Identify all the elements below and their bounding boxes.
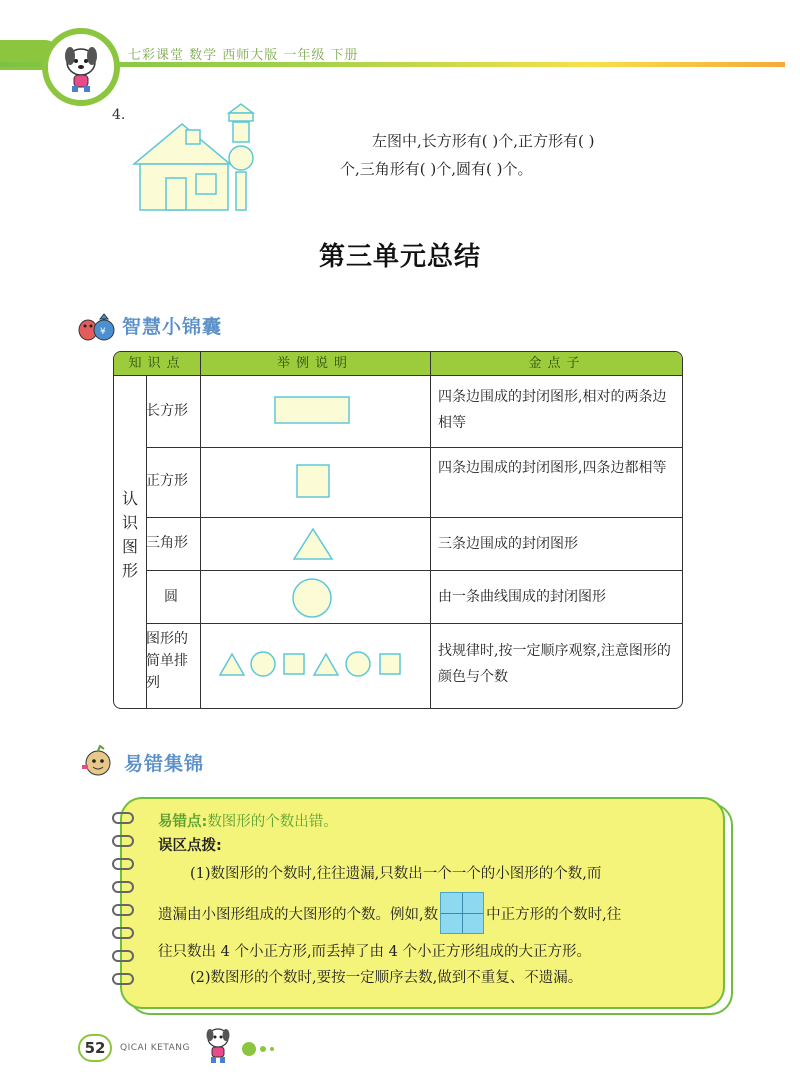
- tip-paragraph-2: (2)数图形的个数时,要按一定顺序去数,做到不重复、不遗漏。: [190, 970, 583, 986]
- table-divider: [146, 517, 683, 518]
- misconception-tip-label: 误区点拨:: [158, 838, 222, 854]
- error-point-line: [158, 810, 338, 831]
- error-point-label: 易错点:: [158, 814, 208, 830]
- row-name-triangle: 三角形: [146, 535, 188, 551]
- pattern-circle: [346, 652, 370, 676]
- problem-line-2: 个,三角形有( )个,圆有( )个。: [340, 160, 533, 178]
- grid-line: [441, 913, 483, 914]
- pattern-triangle: [314, 654, 338, 675]
- footer-dot: [242, 1042, 256, 1056]
- circle-shape: [291, 577, 335, 621]
- cartoon-dog-icon: [48, 34, 114, 100]
- section-common-mistakes: [78, 745, 204, 779]
- notebook-ring: [112, 950, 134, 962]
- section-title: 智慧小锦囊: [122, 315, 223, 338]
- shape-pattern-sequence: [218, 649, 414, 679]
- knowledge-table: [113, 351, 683, 709]
- row-tip-triangle: 三条边围成的封闭图形: [438, 536, 578, 552]
- table-divider: [200, 352, 201, 709]
- footer-dot: [260, 1046, 266, 1052]
- header-mascot-badge: [42, 28, 120, 106]
- house-shapes-figure: [132, 100, 262, 215]
- table-header-cell: 金点子: [528, 356, 586, 371]
- row-tip-rectangle: 四条边围成的封闭图形,相对的两条边相等: [438, 389, 667, 431]
- tip-paragraph-1b: 遗漏由小图形组成的大图形的个数。例如,数: [158, 906, 439, 923]
- table-category: 认识图形: [121, 489, 138, 580]
- row-tip-square: 四条边围成的封闭图形,四条边都相等: [438, 460, 667, 476]
- section-title: 易错集锦: [124, 752, 205, 775]
- notebook-ring: [112, 812, 134, 824]
- footer-dot: [270, 1047, 274, 1051]
- svg-text:¥: ¥: [100, 327, 106, 337]
- error-point-text: 数图形的个数出错。: [207, 814, 338, 830]
- notebook-ring: [112, 881, 134, 893]
- footer-dog-mascot-icon: [200, 1024, 236, 1068]
- tip-paragraph-1d: 往只数出 4 个小正方形,而丢掉了由 4 个小正方形组成的大正方形。: [158, 944, 591, 960]
- four-square-grid-figure: [440, 892, 484, 934]
- table-divider: [146, 570, 683, 571]
- rectangle-shape: [274, 396, 352, 426]
- triangle-shape: [292, 526, 336, 562]
- section-wisdom-tips: [76, 308, 222, 342]
- table-header-cell: 举例说明: [276, 356, 353, 371]
- footer-brand: QICAI KETANG: [120, 1043, 190, 1053]
- problem-line-1: 左图中,长方形有( )个,正方形有( ): [372, 132, 595, 150]
- money-bag-icon: [76, 308, 116, 342]
- tip-label-line: [158, 834, 222, 855]
- tip-paragraph-1c: 中正方形的个数时,往: [486, 906, 622, 923]
- problem-number: 4.: [112, 107, 126, 123]
- notebook-ring: [112, 858, 134, 870]
- row-tip-pattern: 找规律时,按一定顺序观察,注意图形的颜色与个数: [438, 643, 671, 685]
- row-name-rectangle: 长方形: [146, 403, 188, 419]
- notebook-ring: [112, 927, 134, 939]
- row-name-square: 正方形: [146, 473, 188, 489]
- notebook-ring: [112, 904, 134, 916]
- notebook-ring: [112, 835, 134, 847]
- page-header: [0, 0, 800, 80]
- table-divider: [430, 352, 431, 709]
- tip-paragraph-1a: (1)数图形的个数时,往往遗漏,只数出一个一个的小图形的个数,而: [190, 866, 602, 882]
- pattern-circle: [251, 652, 275, 676]
- row-tip-circle: 由一条曲线围成的封闭图形: [438, 589, 606, 605]
- mascot-character-icon: [78, 745, 118, 779]
- pattern-square: [380, 654, 400, 674]
- unit-title: 第三单元总结: [318, 242, 481, 272]
- page-number: 52: [78, 1034, 112, 1062]
- square-shape: [296, 464, 332, 500]
- row-name-pattern: 图形的简单排列: [146, 631, 188, 691]
- table-divider: [146, 447, 683, 448]
- row-name-circle: 圆: [164, 589, 178, 605]
- table-divider: [146, 623, 683, 624]
- pattern-triangle: [220, 654, 244, 675]
- problem-text: [340, 127, 740, 183]
- header-title: 七彩课堂 数学 西师大版 一年级 下册: [128, 48, 359, 63]
- table-header-cell: 知识点: [128, 356, 186, 371]
- tip-paragraph-1b-line: [158, 892, 621, 934]
- pattern-square: [284, 654, 304, 674]
- notebook-ring: [112, 973, 134, 985]
